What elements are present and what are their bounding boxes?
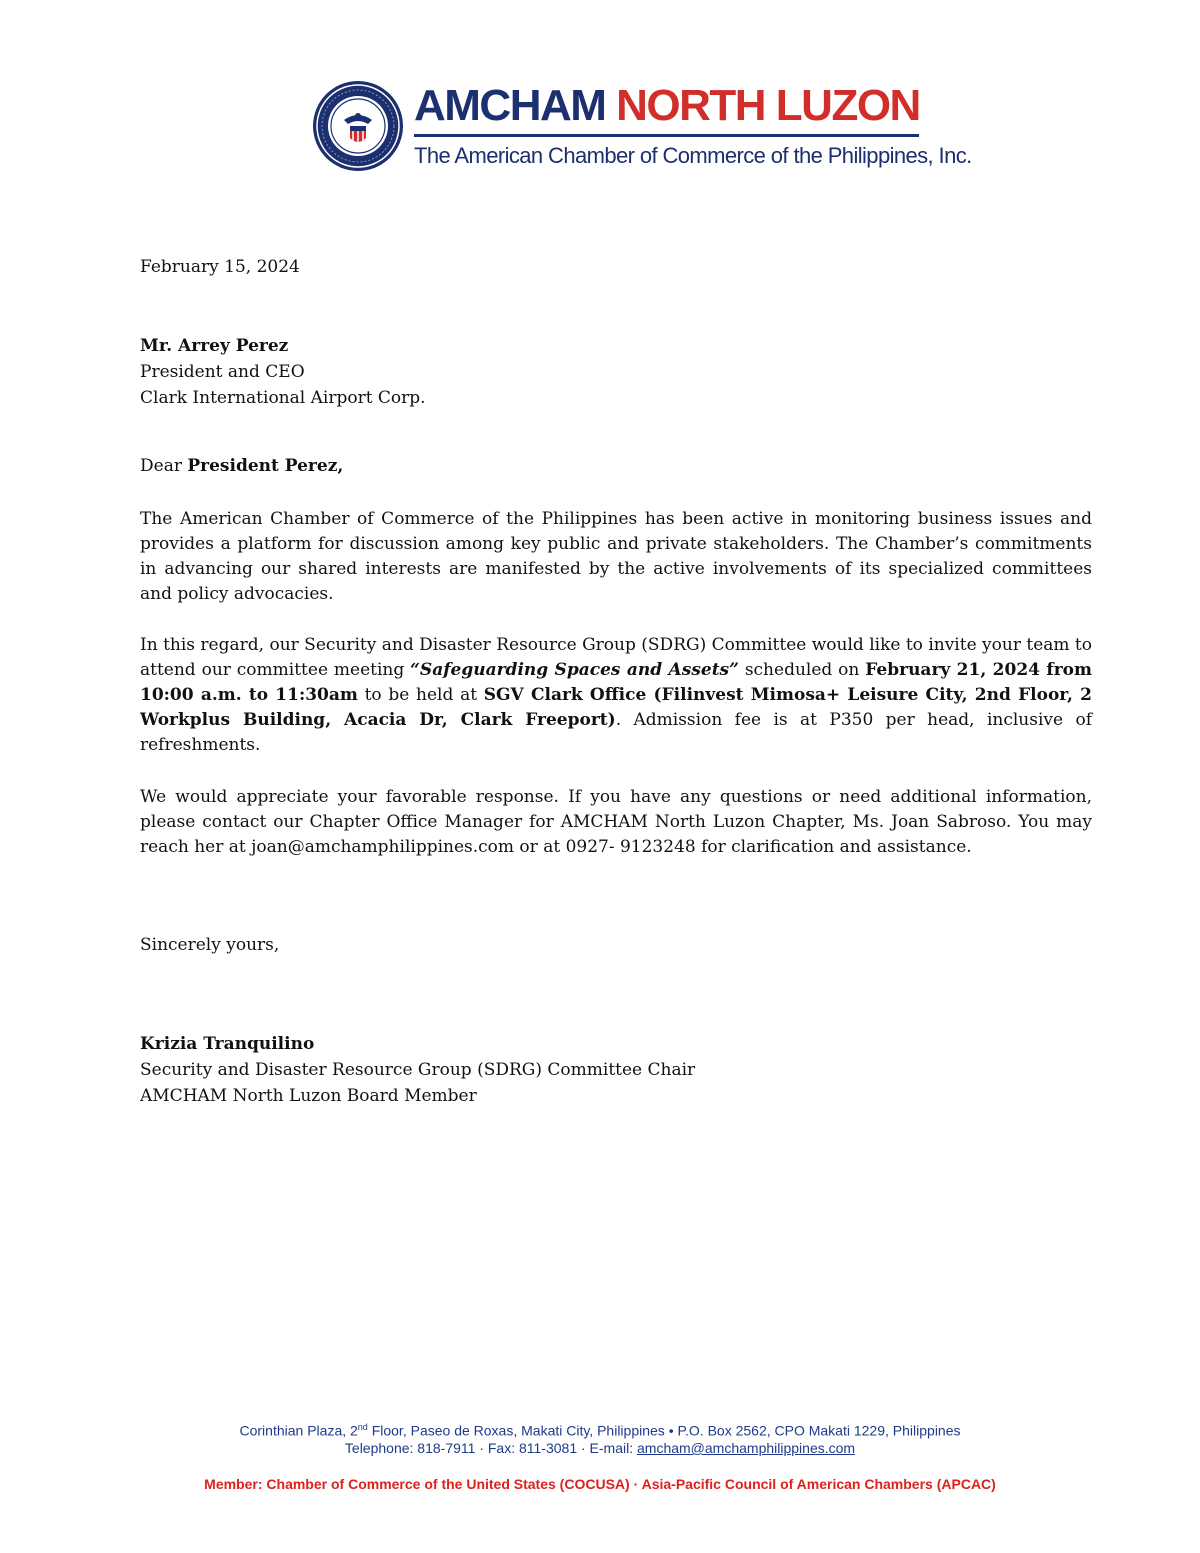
recipient-title: President and CEO: [140, 362, 305, 382]
letterhead: [312, 80, 972, 172]
salutation-prefix: Dear: [140, 456, 188, 476]
footer-address-sup: nd: [357, 1422, 368, 1432]
signature-block: [140, 1031, 695, 1109]
invitation-text-1: In this regard, our Security and Disaster Resource Group (SDRG) Committee would like to invite your team to attend our committee meeting: [140, 635, 1092, 680]
brand-block: [414, 81, 972, 169]
footer-address-part1: Corinthian Plaza, 2: [239, 1422, 358, 1439]
recipient-company: Clark International Airport Corp.: [140, 388, 426, 408]
letter-date: February 15, 2024: [140, 257, 300, 277]
event-title: “Safeguarding Spaces and Assets”: [410, 660, 739, 680]
brand-name-part2: NORTH LUZON: [616, 81, 920, 130]
brand-name-part1: AMCHAM: [414, 81, 606, 130]
signer-name: Krizia Tranquilino: [140, 1034, 315, 1054]
recipient-block: [140, 333, 426, 411]
brand-name: [414, 82, 934, 130]
signer-role: Security and Disaster Resource Group (SDRG) Committee Chair: [140, 1060, 696, 1080]
footer-member-line: Member: Chamber of Commerce of the United States (COCUSA) · Asia-Pacific Council of American Chambers (APCAC): [204, 1476, 996, 1492]
footer-address-part2: Floor, Paseo de Roxas, Makati City, Philippines • P.O. Box 2562, CPO Makati 1229, Philippines: [367, 1422, 961, 1439]
invitation-text-4: . Admission fee is at P350 per head, inclusive of refreshments.: [140, 710, 1092, 755]
footer-contact-prefix: Telephone: 818-7911 · Fax: 811-3081 · E-mail:: [344, 1440, 637, 1456]
recipient-name: Mr. Arrey Perez: [140, 336, 289, 356]
paragraph-invitation: [140, 633, 1092, 758]
salutation: [140, 456, 343, 476]
closing: Sincerely yours,: [140, 935, 280, 955]
paragraph-contact: We would appreciate your favorable response. If you have any questions or need additional information, please contact our Chapter Office Manager for AMCHAM North Luzon Chapter, Ms. Joan Sabroso. You may reach her at joan@amchamphilippines.com or at 0927- 9123248 for clarification and assistance.: [140, 787, 1092, 857]
event-date: February 21, 2024 from 10:00 a.m. to 11:30am: [140, 660, 1092, 705]
brand-divider: [414, 134, 919, 137]
brand-tagline: The American Chamber of Commerce of the Philippines, Inc.: [414, 143, 972, 168]
salutation-name: President Perez,: [187, 456, 344, 476]
paragraph-intro: The American Chamber of Commerce of the Philippines has been active in monitoring business issues and provides a platform for discussion among key public and private stakeholders. The Chamber’s commitments in advancing our shared interests are manifested by the active involvements of its specialized committees and policy advocacies.: [140, 509, 1092, 604]
amcham-seal-icon: [312, 80, 404, 172]
footer-address: [0, 1422, 1200, 1439]
invitation-text-3: to be held at: [357, 685, 484, 705]
event-venue: SGV Clark Office (Filinvest Mimosa+ Leisure City, 2nd Floor, 2 Workplus Building, Acacia Dr, Clark Freeport): [140, 685, 1092, 730]
signer-board: AMCHAM North Luzon Board Member: [140, 1086, 477, 1106]
footer-contact: [0, 1440, 1200, 1456]
footer-email-link[interactable]: amcham@amchamphilippines.com: [637, 1440, 856, 1456]
invitation-text-2: scheduled on: [738, 660, 866, 680]
